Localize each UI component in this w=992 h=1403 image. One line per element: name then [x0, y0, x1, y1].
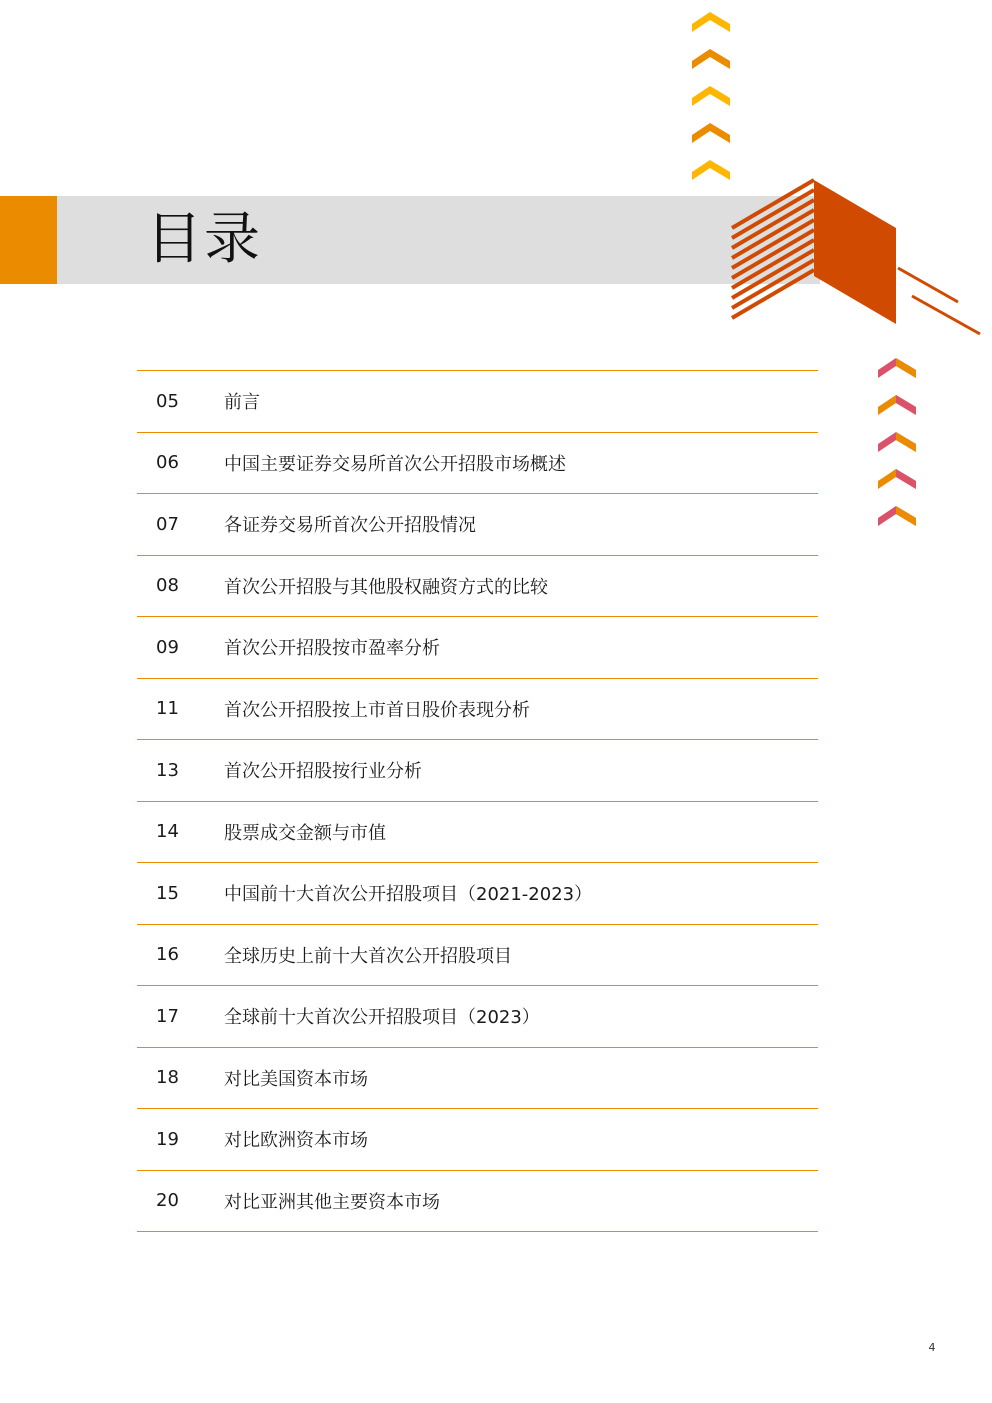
toc-title: 各证券交易所首次公开招股情况 [224, 515, 476, 537]
toc-item[interactable] [137, 986, 818, 1048]
toc-item[interactable] [137, 679, 818, 741]
toc-item[interactable] [137, 433, 818, 495]
title-band [0, 196, 820, 284]
title-accent-bar [0, 196, 57, 284]
toc-page-number: 07 [156, 513, 179, 535]
toc-page-number: 11 [156, 698, 179, 720]
toc-page-number: 09 [156, 636, 179, 658]
chevron-up-icon [878, 432, 916, 452]
toc-title: 首次公开招股与其他股权融资方式的比较 [224, 576, 548, 598]
chevron-up-icon [692, 12, 730, 32]
toc-title: 全球前十大首次公开招股项目（2023） [224, 1007, 540, 1029]
toc-title: 首次公开招股按市盈率分析 [224, 638, 440, 660]
toc-title: 对比美国资本市场 [224, 1068, 368, 1090]
toc-page-number: 16 [156, 944, 179, 966]
toc-title: 中国前十大首次公开招股项目（2021-2023） [224, 884, 593, 906]
toc-page-number: 17 [156, 1005, 179, 1027]
toc-title: 中国主要证券交易所首次公开招股市场概述 [224, 453, 566, 475]
toc-page-number: 15 [156, 882, 179, 904]
toc-page-number: 20 [156, 1190, 179, 1212]
toc-title: 对比亚洲其他主要资本市场 [224, 1191, 440, 1213]
chevron-column-right [876, 356, 920, 532]
chevron-up-icon [692, 123, 730, 143]
chevron-up-icon [878, 506, 916, 526]
toc-title: 首次公开招股按行业分析 [224, 761, 422, 783]
toc-page-number: 08 [156, 575, 179, 597]
chevron-up-icon [878, 469, 916, 489]
toc-item[interactable] [137, 863, 818, 925]
page-number: 4 [928, 1341, 936, 1354]
toc-item[interactable] [137, 556, 818, 618]
toc-item-preface[interactable] [137, 371, 818, 433]
toc-page-number: 14 [156, 821, 179, 843]
chevron-up-icon [692, 160, 730, 180]
toc-page-number: 13 [156, 759, 179, 781]
toc-item[interactable] [137, 494, 818, 556]
chevron-column-top [690, 10, 734, 182]
chevron-up-icon [878, 395, 916, 415]
toc-title: 前言 [224, 392, 260, 414]
table-of-contents [137, 370, 818, 1232]
toc-item[interactable] [137, 1171, 818, 1233]
toc-page-number: 05 [156, 390, 179, 412]
toc-item[interactable] [137, 802, 818, 864]
toc-item[interactable] [137, 1109, 818, 1171]
chevron-up-icon [692, 49, 730, 69]
toc-page-number: 06 [156, 452, 179, 474]
toc-item[interactable] [137, 617, 818, 679]
toc-page-number: 19 [156, 1128, 179, 1150]
toc-title: 首次公开招股按上市首日股价表现分析 [224, 699, 530, 721]
toc-item[interactable] [137, 925, 818, 987]
toc-item[interactable] [137, 1048, 818, 1110]
chevron-up-icon [692, 86, 730, 106]
striped-building-graphic [728, 176, 992, 338]
toc-title: 全球历史上前十大首次公开招股项目 [224, 945, 512, 967]
toc-item[interactable] [137, 740, 818, 802]
toc-title: 对比欧洲资本市场 [224, 1130, 368, 1152]
page-title: 目录 [146, 207, 262, 272]
chevron-up-icon [878, 358, 916, 378]
toc-title: 股票成交金额与市值 [224, 822, 386, 844]
toc-page-number: 18 [156, 1067, 179, 1089]
